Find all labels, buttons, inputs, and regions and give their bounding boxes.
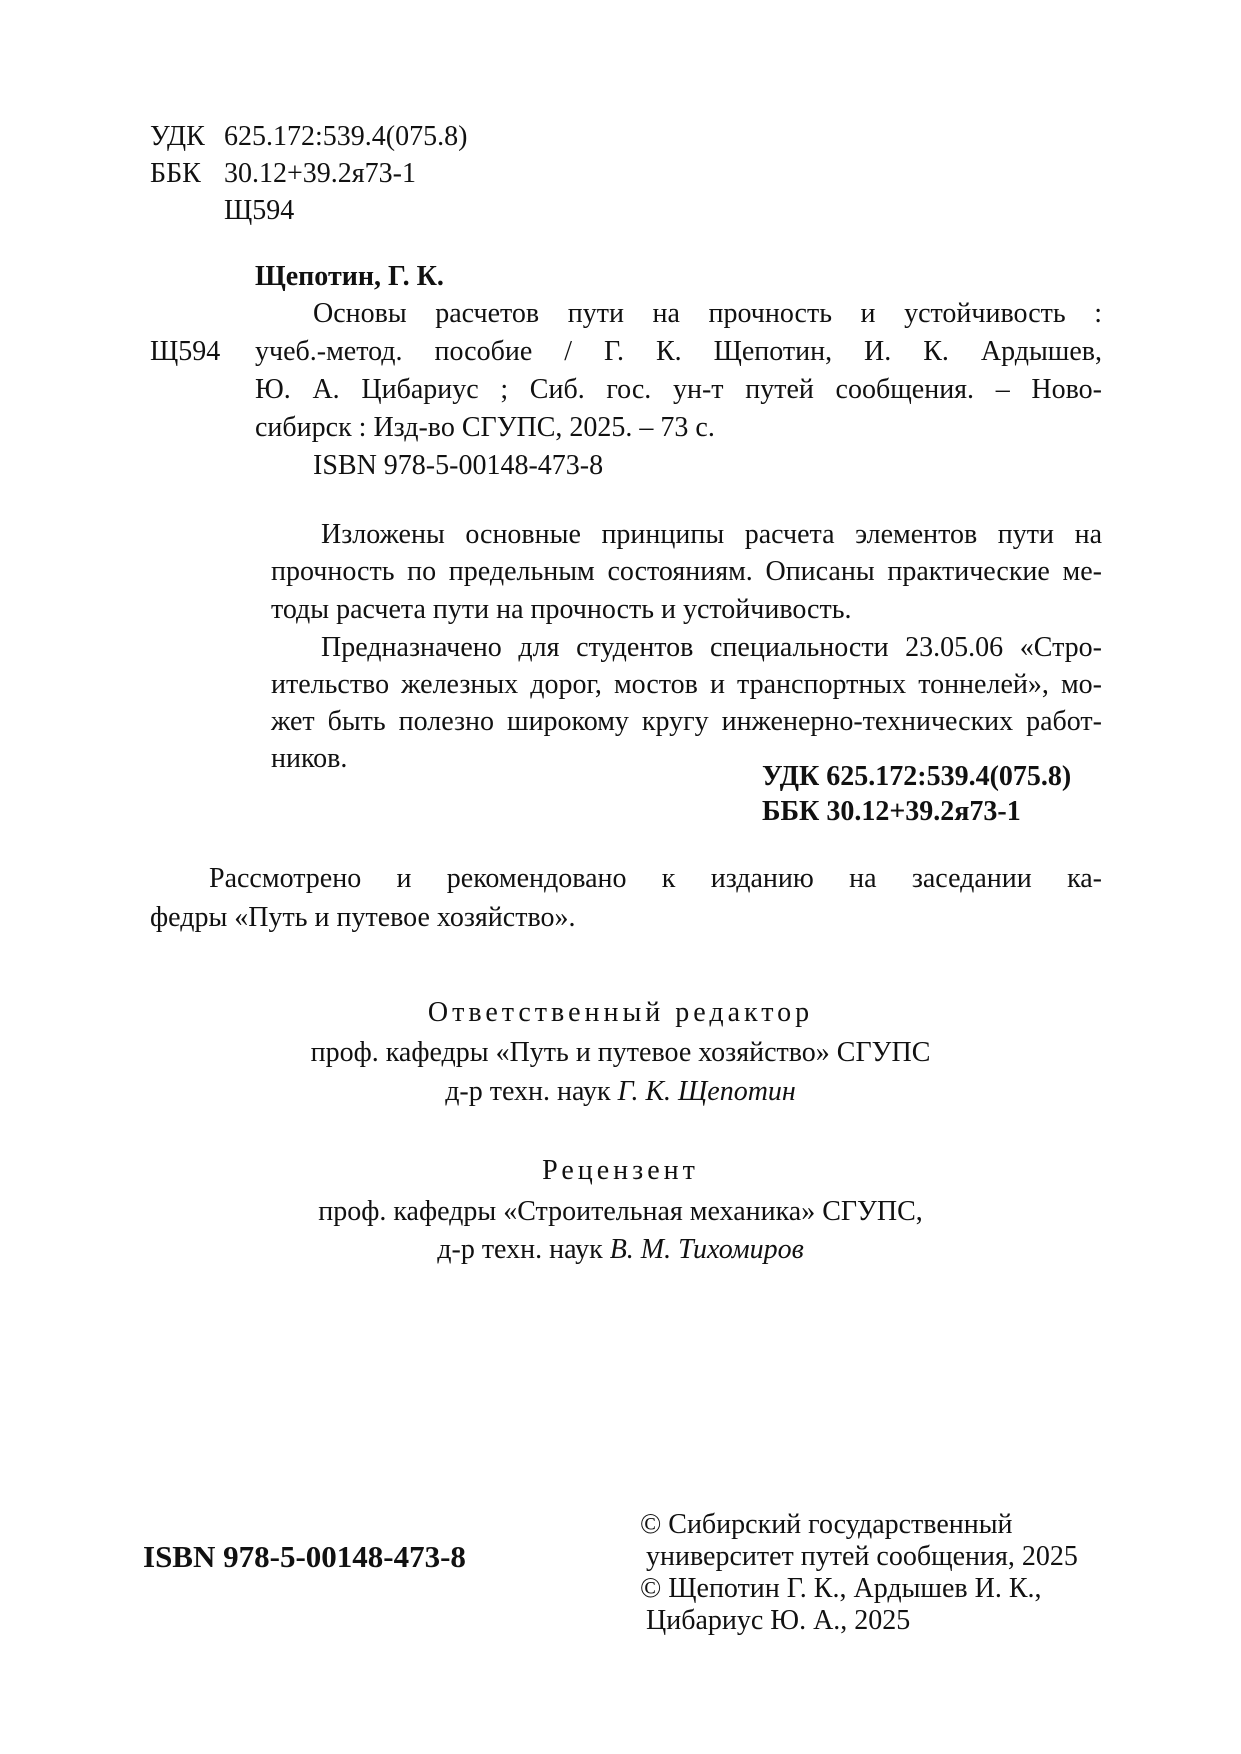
copyright-line: © Щепотин Г. К., Ардышев И. К., <box>640 1573 1042 1604</box>
recommendation-line: федры «Путь и путевое хозяйство». <box>150 902 576 933</box>
editor-credentials <box>0 1075 1241 1109</box>
udk-value: 625.172:539.4(075.8) <box>224 121 468 152</box>
author-sign: Щ594 <box>224 195 295 226</box>
footer-isbn: ISBN 978-5-00148-473-8 <box>143 1539 466 1574</box>
reviewer-credentials <box>0 1233 1241 1267</box>
editor-degree: д-р техн. наук <box>445 1076 611 1107</box>
udk-label: УДК <box>150 121 205 152</box>
bbk-label: ББК <box>150 158 201 189</box>
abstract-line: Изложены основные принципы расчета элементов пути на <box>321 519 1102 550</box>
abstract-line: жет быть полезно широкому кругу инженерно-технических работ- <box>271 706 1102 737</box>
copyright-line: Цибариус Ю. А., 2025 <box>646 1605 911 1636</box>
bbk-value: 30.12+39.2я73-1 <box>224 158 416 189</box>
editor-name: Г. К. Щепотин <box>617 1076 796 1107</box>
abstract-line: ительство железных дорог, мостов и транспортных тоннелей», мо- <box>271 669 1102 700</box>
editor-position: проф. кафедры «Путь и путевое хозяйство» СГУПС <box>310 1037 931 1068</box>
abstract-udk: УДК 625.172:539.4(075.8) <box>762 761 1072 792</box>
bib-line: Ю. А. Цибариус ; Сиб. гос. ун-т путей сообщения. – Ново- <box>255 374 1102 405</box>
reviewer-name: В. М. Тихомиров <box>609 1234 804 1265</box>
reviewer-heading: Рецензент <box>542 1155 699 1186</box>
reviewer-position: проф. кафедры «Строительная механика» СГУПС, <box>318 1196 923 1227</box>
bib-line: сибирск : Изд-во СГУПС, 2025. – 73 с. <box>255 412 715 443</box>
abstract-line: Предназначено для студентов специальности 23.05.06 «Стро- <box>321 632 1102 663</box>
abstract-line: тоды расчета пути на прочность и устойчивость. <box>271 594 852 625</box>
bib-isbn: ISBN 978-5-00148-473-8 <box>313 450 604 481</box>
bib-line: учеб.-метод. пособие / Г. К. Щепотин, И. К. Ардышев, <box>255 336 1102 367</box>
reviewer-degree: д-р техн. наук <box>437 1234 603 1265</box>
copyright-line: университет путей сообщения, 2025 <box>646 1541 1078 1572</box>
bib-author-sign: Щ594 <box>150 336 221 367</box>
editor-heading: Ответственный редактор <box>427 997 814 1028</box>
copyright-line: © Сибирский государственный <box>640 1509 1013 1540</box>
author-heading: Щепотин, Г. К. <box>255 261 444 292</box>
abstract-bbk: ББК 30.12+39.2я73-1 <box>762 796 1021 827</box>
recommendation-line: Рассмотрено и рекомендовано к изданию на заседании ка- <box>209 863 1102 894</box>
abstract-line: ников. <box>271 743 348 774</box>
bib-line: Основы расчетов пути на прочность и устойчивость : <box>313 298 1102 329</box>
abstract-line: прочность по предельным состояниям. Описаны практические ме- <box>271 556 1102 587</box>
